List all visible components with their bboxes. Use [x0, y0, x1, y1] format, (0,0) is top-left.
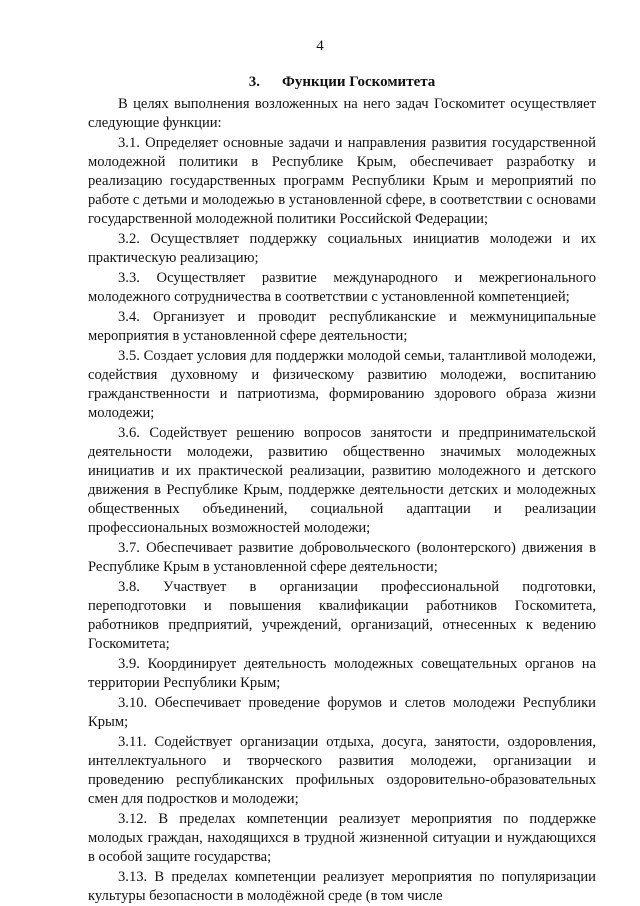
function-paragraph: 3.9. Координирует деятельность молодежных совещательных органов на территории Республики Крым; — [88, 656, 596, 691]
function-paragraph: 3.11. Содействует организации отдыха, досуга, занятости, оздоровления, интеллектуального и творческого развития молодежи, организации и проведению республиканских профильных оздоровительно-образовательных смен для подростков и молодежи; — [88, 734, 596, 807]
function-paragraph: 3.7. Обеспечивает развитие добровольческого (волонтерского) движения в Республике Крым в установленной сфере деятельности; — [88, 540, 596, 575]
section-title: Функции Госкомитета — [281, 74, 436, 90]
document-body — [88, 72, 596, 906]
function-paragraph: 3.10. Обеспечивает проведение форумов и слетов молодежи Республики Крым; — [88, 695, 596, 730]
function-paragraph: 3.4. Организует и проводит республиканские и межмуниципальные мероприятия в установленной сфере деятельности; — [88, 309, 596, 344]
page-number: 4 — [316, 38, 324, 54]
section-heading — [88, 72, 596, 92]
section-number: 3. — [248, 74, 260, 90]
function-paragraph: 3.12. В пределах компетенции реализует мероприятия по поддержке молодых граждан, находящихся в трудной жизненной ситуации и нуждающихся в особой защите государства; — [88, 811, 596, 865]
function-paragraph: 3.6. Содействует решению вопросов занятости и предпринимательской деятельности молодежи, развитию общественно значимых молодежных инициатив и их практической реализации, развитию молодежного и детского движения в Республике Крым, поддержке деятельности детских и молодежных общественных объединений, социальной адаптации и реализации профессиональных возможностей молодежи; — [88, 425, 596, 536]
function-paragraph: 3.5. Создает условия для поддержки молодой семьи, талантливой молодежи, содействия духовному и физическому развитию молодежи, воспитанию гражданственности и патриотизма, формированию здорового образа жизни молодежи; — [88, 348, 596, 421]
function-paragraph: 3.3. Осуществляет развитие международного и межрегионального молодежного сотрудничества в соответствии с установленной компетенцией; — [88, 270, 596, 305]
function-paragraph: 3.1. Определяет основные задачи и направления развития государственной молодежной политики в Республике Крым, обеспечивает разработку и реализацию государственных программ Республики Крым и мероприятий по работе с детьми и молодежью в установленной сфере, в соответствии с основами государственной молодежной политики Российской Федерации; — [88, 135, 596, 227]
function-paragraph: 3.13. В пределах компетенции реализует мероприятия по популяризации культуры безопасности в молодёжной среде (в том числе — [88, 869, 596, 904]
intro-paragraph: В целях выполнения возложенных на него задач Госкомитет осуществляет следующие функции: — [88, 96, 596, 131]
function-paragraph: 3.2. Осуществляет поддержку социальных инициатив молодежи и их практическую реализацию; — [88, 231, 596, 266]
function-paragraph: 3.8. Участвует в организации профессиональной подготовки, переподготовки и повышения квалификации работников Госкомитета, работников предприятий, учреждений, организаций, отнесенных к ведению Госкомитета; — [88, 579, 596, 652]
